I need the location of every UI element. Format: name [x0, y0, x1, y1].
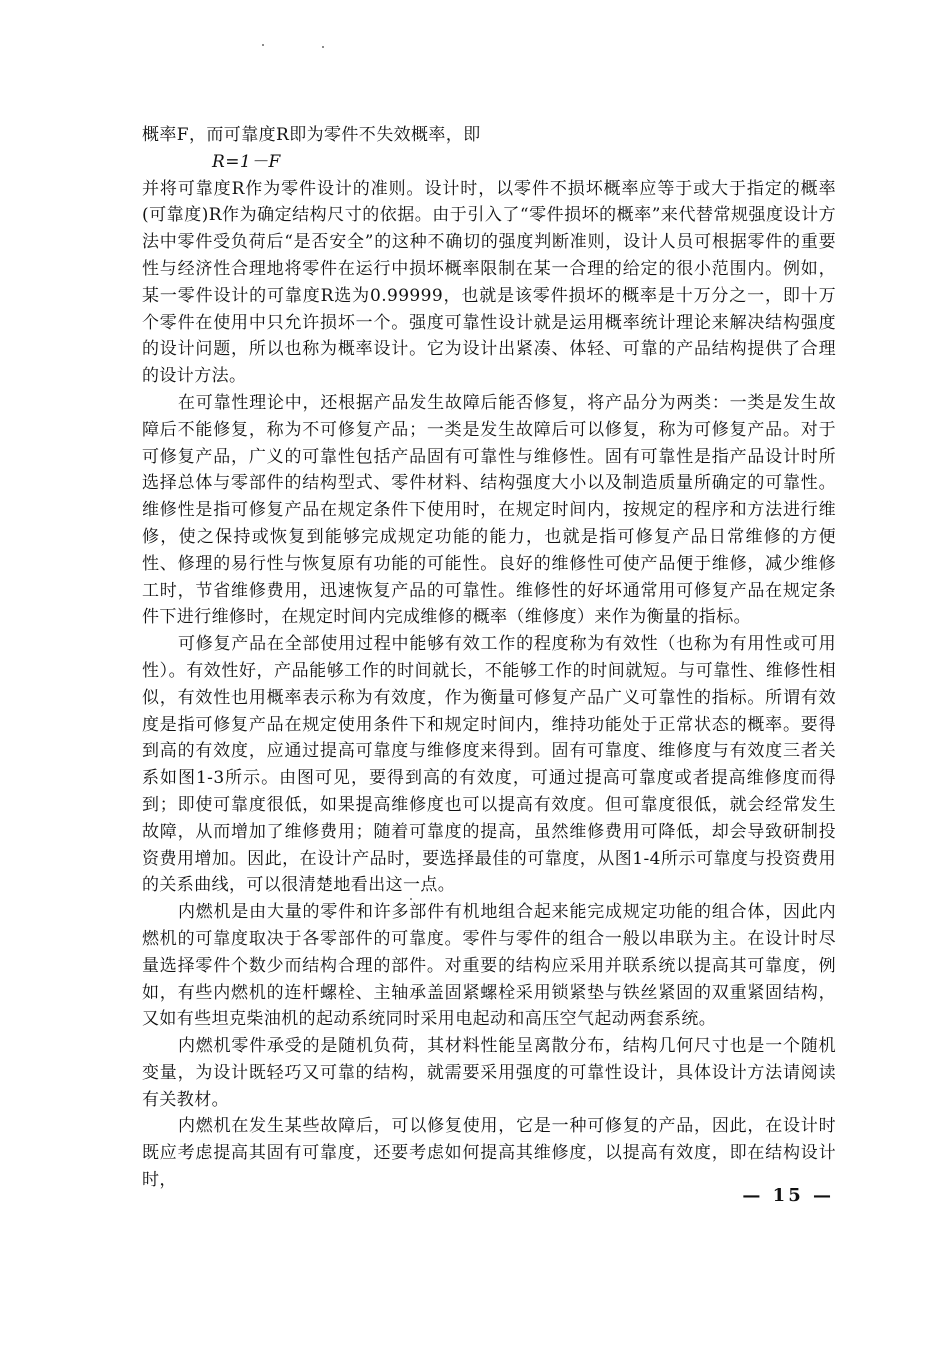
formula: R=1－F — [212, 151, 281, 172]
scan-speck — [262, 44, 264, 46]
paragraph-1: 并将可靠度R作为零件设计的准则。设计时，以零件不损坏概率应等于或大于指定的概率(可靠度)R作为确定结构尺寸的依据。由于引入了“零件损坏的概率”来代替常规强度设计方法中零件受负荷后“是否安全”的这种不确切的强度判断准则，设计人员可根据零件的重要性与经济性合理地将零件在运行中损坏概率限制在某一合理的给定的很小范围内。例如，某一零件设计的可靠度R选为0.99999，也就是该零件损坏的概率是十万分之一，即十万个零件在使用中只允许损坏一个。强度可靠性设计就是运用概率统计理论来解决结构强度的设计问题，所以也称为概率设计。它为设计出紧凑、体轻、可靠的产品结构提供了合理的设计方法。 — [142, 178, 836, 387]
paragraph-4: 内燃机是由大量的零件和许多部件有机地组合起来能完成规定功能的组合体，因此内燃机的可靠度取决于各零部件的可靠度。零件与零件的组合一般以串联为主。在设计时尽量选择零件个数少而结构合理的部件。对重要的结构应采用并联系统以提高其可靠度，例如，有些内燃机的连杆螺栓、主轴承盖固紧螺栓采用锁紧垫与铁丝紧固的双重紧固结构，又如有些坦克柴油机的起动系统同时采用电起动和高压空气起动两套系统。 — [142, 902, 836, 1030]
intro-line: 概率F，而可靠度R即为零件不失效概率，即 — [142, 125, 481, 145]
paragraph-5: 内燃机零件承受的是随机负荷，其材料性能呈离散分布，结构几何尺寸也是一个随机变量，为设计既轻巧又可靠的结构，就需要采用强度的可靠性设计，具体设计方法请阅读有关教材。 — [142, 1036, 836, 1110]
paragraph-6: 内燃机在发生某些故障后，可以修复使用，它是一种可修复的产品，因此，在设计时既应考虑提高其固有可靠度，还要考虑如何提高其维修度，以提高有效度，即在结构设计时， — [142, 1116, 836, 1191]
body-text — [142, 122, 836, 1194]
paragraph-2: 在可靠性理论中，还根据产品发生故障后能否修复，将产品分为两类：一类是发生故障后不能修复，称为不可修复产品；一类是发生故障后可以修复，称为可修复产品。对于可修复产品，广义的可靠性包括产品固有可靠性与维修性。固有可靠性是指产品设计时所选择总体与零部件的结构型式、零件材料、结构强度大小以及制造质量所确定的可靠性。维修性是指可修复产品在规定条件下使用时，在规定时间内，按规定的程序和方法进行维修，使之保持或恢复到能够完成规定功能的能力，也就是指可修复产品日常维修的方便性、修理的易行性与恢复原有功能的可能性。良好的维修性可使产品便于维修，减少维修工时，节省维修费用，迅速恢复产品的可靠性。维修性的好坏通常用可修复产品在规定条件下进行维修时，在规定时间内完成维修的概率（维修度）来作为衡量的指标。 — [142, 392, 836, 628]
page-number: — 15 — — [742, 1185, 834, 1206]
scan-speck — [322, 46, 324, 48]
paragraph-3: 可修复产品在全部使用过程中能够有效工作的程度称为有效性（也称为有用性或可用性）。有效性好，产品能够工作的时间就长，不能够工作的时间就短。与可靠性、维修性相似，有效性也用概率表示称为有效度，作为衡量可修复产品广义可靠性的指标。所谓有效度是指可修复产品在规定使用条件下和规定时间内，维持功能处于正常状态的概率。要得到高的有效度，应通过提高可靠度与维修度来得到。固有可靠度、维修度与有效度三者关系如图1-3所示。由图可见，要得到高的有效度，可通过提高可靠度或者提高维修度而得到；即使可靠度很低，如果提高维修度也可以提高有效度。但可靠度很低，就会经常发生故障，从而增加了维修费用；随着可靠度的提高，虽然维修费用可降低，却会导致研制投资费用增加。因此，在设计产品时，要选择最佳的可靠度，从图1-4所示可靠度与投资费用的关系曲线，可以很清楚地看出这一点。 — [142, 634, 836, 896]
